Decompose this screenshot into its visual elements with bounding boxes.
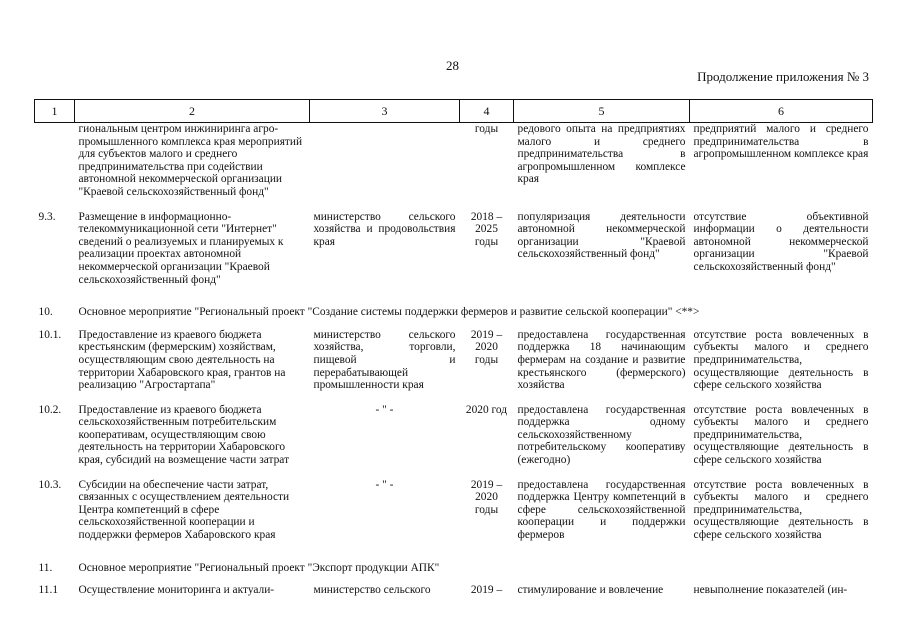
result-cell: предоставлена государственная поддержка одному сельскохозяйственному потребительскому кооперативу (ежегодно) <box>517 403 686 467</box>
consequence-cell: невыполнение показателей (ин- <box>693 584 848 597</box>
measure-cell: гиональным центром инжиниринга агро-промышленного комплекса края мероприятий для субъектов малого и среднего предпринимательства при содействии автономной некоммерческой организации "Краевой сельскохозяйственный фонд" <box>78 123 303 198</box>
table-row <box>35 479 873 554</box>
executor-cell: - " - <box>375 478 394 491</box>
table-row <box>35 211 873 299</box>
result-cell: предоставлена государственная поддержка Центру компетенций в сфере сельскохозяйственной кооперации и поддержки фермеров <box>517 478 686 542</box>
section-title: Основное мероприятие "Региональный проект "Создание системы поддержки фермеров и развитие сельской кооперации" <**> <box>78 306 700 319</box>
section-title: Основное мероприятие "Региональный проект "Экспорт продукции АПК" <box>78 561 440 574</box>
column-header: 6 <box>690 100 873 123</box>
executor-cell: министерство сельского хозяйства, торговли, пищевой и перерабатывающей промышленности края <box>313 328 456 392</box>
measure-cell: Предоставление из краевого бюджета крестьянским (фермерским) хозяйствам, осуществляющим свою деятельность на территории Хабаровского края, грантов на реализацию "Агростартапа" <box>78 328 286 392</box>
result-cell: редового опыта на предприятиях малого и среднего предпринимательства в агропромышленном комплексе края <box>517 123 686 186</box>
consequence-cell: отсутствие роста вовлеченных в субъекты малого и среднего предпринимательства, осуществляющие деятельность в сфере сельского хозяйства <box>693 403 869 467</box>
measure-cell: Осуществление мониторинга и актуали- <box>78 584 275 597</box>
row-number <box>35 123 75 211</box>
column-header: 3 <box>310 100 460 123</box>
consequence-cell: отсутствие роста вовлеченных в субъекты малого и среднего предпринимательства, осуществляющие деятельность в сфере сельского хозяйства <box>693 478 869 542</box>
section-row <box>35 298 873 329</box>
executor-cell: министерство сельского <box>313 584 431 597</box>
executor-cell: министерство сельского хозяйства и продовольствия края <box>313 210 456 248</box>
years-cell: 2019 – <box>470 584 503 597</box>
row-number: 10.3. <box>38 478 62 491</box>
page-number: 28 <box>446 58 459 73</box>
column-header: 5 <box>514 100 690 123</box>
row-number: 10.1. <box>38 328 62 341</box>
consequence-cell: отсутствие роста вовлеченных в субъекты малого и среднего предпринимательства, осуществляющие деятельность в сфере сельского хозяйства <box>693 328 869 392</box>
table-row <box>35 404 873 479</box>
result-cell: популяризация деятельности автономной некоммерческой организации "Краевой сельскохозяйственный фонд" <box>517 210 686 261</box>
section-number: 10. <box>38 306 53 319</box>
section-row <box>35 554 873 585</box>
table-row <box>35 123 873 211</box>
column-header: 1 <box>35 100 75 123</box>
column-header: 4 <box>460 100 514 123</box>
measure-cell: Размещение в информационно-телекоммуникационной сети "Интернет" сведений о реализуемых и планируемых к реализации проектах автономной некоммерческой организации "Краевой сельскохозяйственный фонд" <box>78 210 284 286</box>
table-header-row <box>35 100 873 123</box>
column-header: 2 <box>75 100 310 123</box>
table-row <box>35 584 873 597</box>
years-cell: 2019 – 2020 годы <box>470 478 503 516</box>
measures-table <box>34 99 873 597</box>
measure-cell: Предоставление из краевого бюджета сельскохозяйственным потребительским кооперативам, осуществляющим свою деятельность на территории Хабаровского края, субсидий на возмещение части затрат <box>78 403 290 467</box>
measure-cell: Субсидии на обеспечение части затрат, связанных с осуществлением деятельности Центра компетенций в сфере сельскохозяйственной кооперации и поддержки фермеров Хабаровского края <box>78 478 290 542</box>
row-number: 11.1 <box>38 584 59 597</box>
consequence-cell: отсутствие объективной информации о деятельности автономной некоммерческой организации "Краевой сельскохозяйственный фонд" <box>693 210 869 273</box>
years-cell: 2020 год <box>465 403 508 416</box>
years-cell: 2018 – 2025 годы <box>470 210 503 248</box>
consequence-cell: предприятий малого и среднего предпринимательства в агропромышленном комплексе края <box>693 123 869 161</box>
years-cell: 2019 – 2020 годы <box>470 328 503 366</box>
section-number: 11. <box>38 561 53 574</box>
row-number: 10.2. <box>38 403 62 416</box>
years-cell: годы <box>474 123 499 135</box>
appendix-title: Продолжение приложения № 3 <box>697 69 869 84</box>
executor-cell <box>310 123 460 211</box>
result-cell: предоставлена государственная поддержка 18 начинающим фермерам на создание и развитие крестьянского (фермерского) хозяйства <box>517 328 686 392</box>
result-cell: стимулирование и вовлечение <box>517 584 664 597</box>
row-number: 9.3. <box>38 210 56 223</box>
executor-cell: - " - <box>375 403 394 416</box>
table-row <box>35 329 873 404</box>
